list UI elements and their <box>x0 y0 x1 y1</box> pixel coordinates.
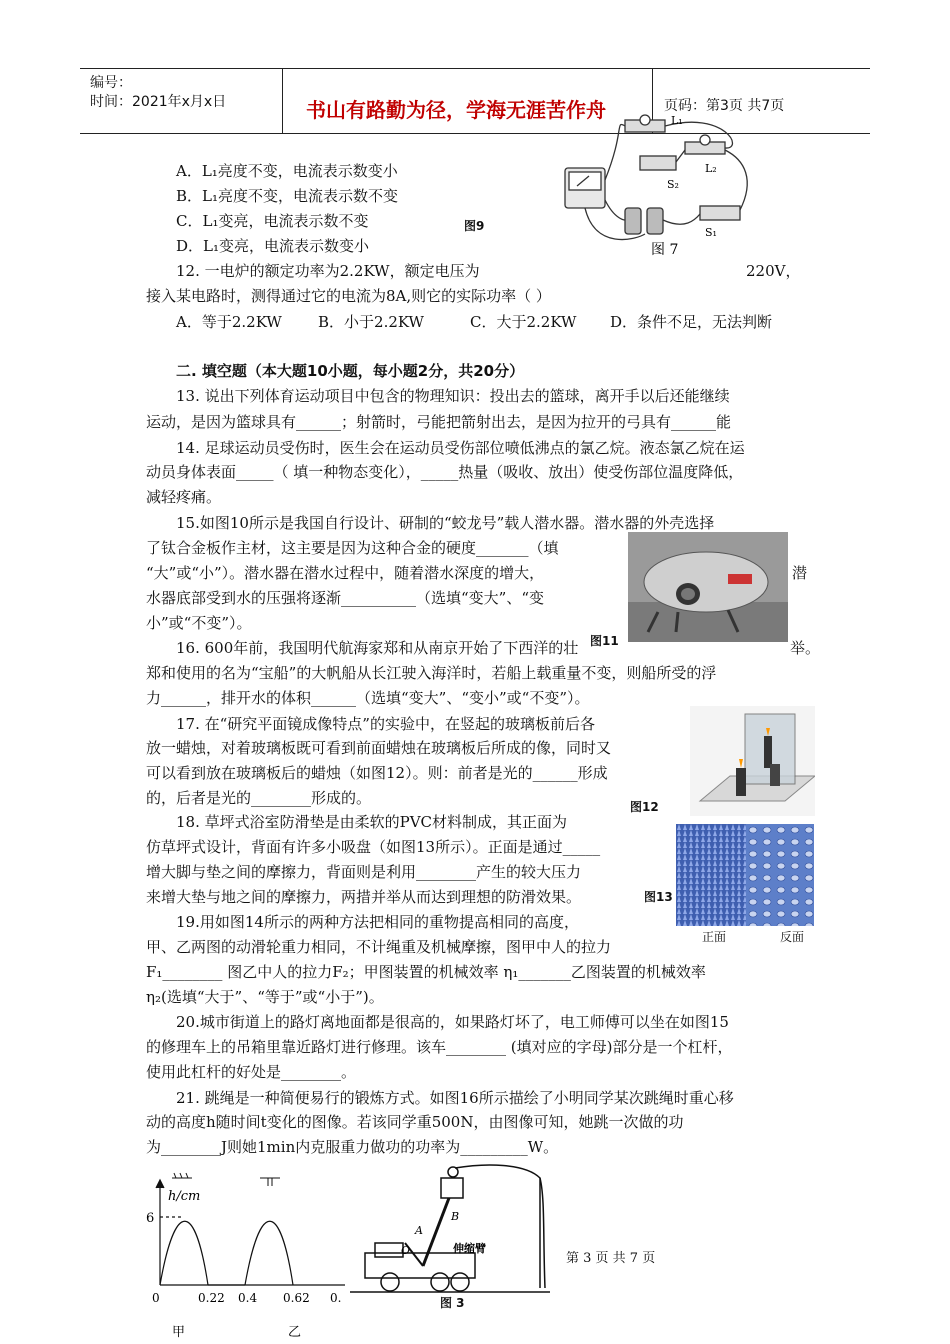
q11-option-a: A．L₁亮度不变，电流表示数变小 <box>176 162 398 180</box>
fig13-label: 图13 <box>644 890 673 904</box>
fig9-label: 图9 <box>464 219 485 233</box>
q15-line4: 水器底部受到水的压强将逐渐__________（选填“变大”、“变 <box>146 589 545 607</box>
q17-line1: 17. 在“研究平面镜成像特点”的实验中，在竖起的玻璃板前后各 <box>176 715 595 733</box>
q15-line1: 15.如图10所示是我国自行设计、研制的“蛟龙号”载人潜水器。潜水器的外壳选择 <box>176 514 715 532</box>
jump-height-graph <box>140 1170 355 1340</box>
q14-line3: 减轻疼痛。 <box>146 488 222 506</box>
q13-line1: 13. 说出下列体育运动项目中包含的物理知识：投出去的篮球，离开手以后还能继续 <box>176 387 730 405</box>
q11-option-b: B．L₁亮度不变，电流表示数不变 <box>176 187 398 205</box>
graph-label-jia: 甲 <box>172 1325 186 1340</box>
q18-line1: 18. 草坪式浴室防滑垫是由柔软的PVC材料制成，其正面为 <box>176 813 568 831</box>
q19-line1: 19.用如图14所示的两种方法把相同的重物提高相同的高度， <box>176 913 579 931</box>
fig13-back-label: 反面 <box>780 930 805 944</box>
header-top-rule <box>80 68 870 69</box>
page-footer: 第 3 页 共 7 页 <box>566 1251 656 1266</box>
header-divider-left <box>282 68 283 134</box>
fig3-label-a: A <box>415 1224 423 1237</box>
header-motto: 书山有路勤为径，学海无涯苦作舟 <box>306 98 606 122</box>
q15-line2: 了钛合金板作主材，这主要是因为这种合金的硬度_______（填 <box>146 539 559 557</box>
q16-line2: 郑和使用的名为“宝船”的大帆船从长江驶入海洋时，若船上载重量不变，则船所受的浮 <box>146 664 717 682</box>
q12-option-c: C．大于2.2KW <box>470 313 577 331</box>
graph-x-tick-1: 0.22 <box>198 1291 225 1305</box>
q14-line1: 14. 足球运动员受伤时，医生会在运动员受伤部位喷低沸点的氯乙烷。液态氯乙烷在运 <box>176 439 745 457</box>
graph-label-yi: 乙 <box>288 1325 302 1340</box>
fig3-caption: 图 3 <box>440 1296 465 1310</box>
header-number: 编号： <box>90 75 132 91</box>
header-page-code: 页码：第3页 共7页 <box>664 98 785 114</box>
q12-option-b: B．小于2.2KW <box>318 313 424 331</box>
q16-line3: 力______，排开水的体积______（选填“变大”、“变小”或“不变”）。 <box>146 689 590 707</box>
fig13-front-label: 正面 <box>702 930 727 944</box>
fig12-label: 图12 <box>630 800 659 814</box>
q12-line1-end: 220V， <box>746 262 801 280</box>
graph-x-tick-4: 0. <box>330 1291 342 1305</box>
q19-line4: η₂(选填“大于”、“等于”或“小于”)。 <box>146 988 384 1006</box>
q18-line2: 仿草坪式设计，背面有许多小吸盘（如图13所示）。正面是通过_____ <box>146 838 601 856</box>
q16-tail: 举。 <box>790 639 821 657</box>
q19-line3: F₁________ 图乙中人的拉力F₂；甲图装置的机械效率 η₁_______乙图装置的机械效率 <box>146 963 706 981</box>
q12-line1: 12. 一电炉的额定功率为2.2KW，额定电压为 <box>176 262 480 280</box>
q20-line2: 的修理车上的吊箱里靠近路灯进行修理。该车________ (填对应的字母)部分是一个杠杆， <box>146 1038 733 1056</box>
q20-line1: 20.城市街道上的路灯离地面都是很高的，如果路灯坏了，电工师傅可以坐在如图15 <box>176 1013 729 1031</box>
q11-option-d: D．L₁变亮，电流表示数变小 <box>176 237 370 255</box>
fig7-s1: S₁ <box>705 226 717 239</box>
q20-line3: 使用此杠杆的好处是________。 <box>146 1063 357 1081</box>
q21-line3: 为________J则她1min内克服重力做功的功率为_________W。 <box>146 1138 559 1156</box>
q17-line2: 放一蜡烛，对着玻璃板既可看到前面蜡烛在玻璃板后所成的像，同时又 <box>146 739 612 757</box>
q19-line2: 甲、乙两图的动滑轮重力相同，不计绳重及机械摩擦，图甲中人的拉力 <box>146 938 612 956</box>
q18-line3: 增大脚与垫之间的摩擦力，背面则是利用________产生的较大压力 <box>146 863 582 881</box>
repair-truck-figure <box>345 1158 555 1308</box>
fig7-caption: 图 7 <box>651 242 679 258</box>
graph-x-tick-3: 0.62 <box>283 1291 310 1305</box>
graph-x-tick-0: 0 <box>152 1291 160 1305</box>
q16-line1: 16. 600年前，我国明代航海家郑和从南京开始了下西洋的壮 <box>176 639 579 657</box>
mirror-candle-photo <box>690 706 815 816</box>
q17-line4: 的，后者是光的________形成的。 <box>146 789 372 807</box>
fig11-label: 图11 <box>590 634 619 648</box>
q15-line3: “大”或“小”）。潜水器在潜水过程中，随着潜水深度的增大， <box>146 564 545 582</box>
q21-line2: 动的高度h随时间t变化的图像。若该同学重500N，由图像可知，她跳一次做的功 <box>146 1113 684 1131</box>
q15-line5: 小”或“不变”）。 <box>146 614 252 632</box>
q12-line2: 接入某电路时，测得通过它的电流为8A,则它的实际功率（ ） <box>146 287 551 305</box>
graph-ylabel: h/cm <box>168 1189 201 1204</box>
q12-option-d: D．条件不足，无法判断 <box>610 313 773 331</box>
section2-title: 二. 填空题（本大题10小题，每小题2分，共20分） <box>176 362 525 380</box>
q11-option-c: C．L₁变亮，电流表示数不变 <box>176 212 369 230</box>
fig7-s2: S₂ <box>667 178 679 191</box>
fig3-label-o: O <box>401 1244 411 1257</box>
fig3-label-b: B <box>451 1210 460 1223</box>
q13-line2: 运动，是因为篮球具有______；射箭时，弓能把箭射出去，是因为拉开的弓具有______能 <box>146 413 732 431</box>
fig7-l2: L₂ <box>705 162 717 175</box>
q18-line4: 来增大垫与地之间的摩擦力，两措并举从而达到理想的防滑效果。 <box>146 888 582 906</box>
submersible-photo <box>628 532 788 642</box>
q14-line2: 动员身体表面_____（ 填一种物态变化），_____热量（吸收、放出）使受伤部位温度降低， <box>146 463 744 481</box>
q17-line3: 可以看到放在玻璃板后的蜡烛（如图12）。则：前者是光的______形成 <box>146 764 608 782</box>
q12-option-a: A．等于2.2KW <box>176 313 282 331</box>
fig7-l1: L₁ <box>671 114 683 127</box>
graph-y-value: 6 <box>146 1211 155 1226</box>
mat-photos <box>676 824 814 926</box>
fig3-arm-label: 伸缩臂 <box>453 1242 486 1255</box>
q21-line1: 21. 跳绳是一种简便易行的锻炼方式。如图16所示描绘了小明同学某次跳绳时重心移 <box>176 1089 734 1107</box>
fig7-circuit-diagram <box>555 110 760 260</box>
q15-tail: 潜 <box>792 564 808 582</box>
header-time: 时间：2021年x月x日 <box>90 94 227 110</box>
graph-x-tick-2: 0.4 <box>238 1291 258 1305</box>
